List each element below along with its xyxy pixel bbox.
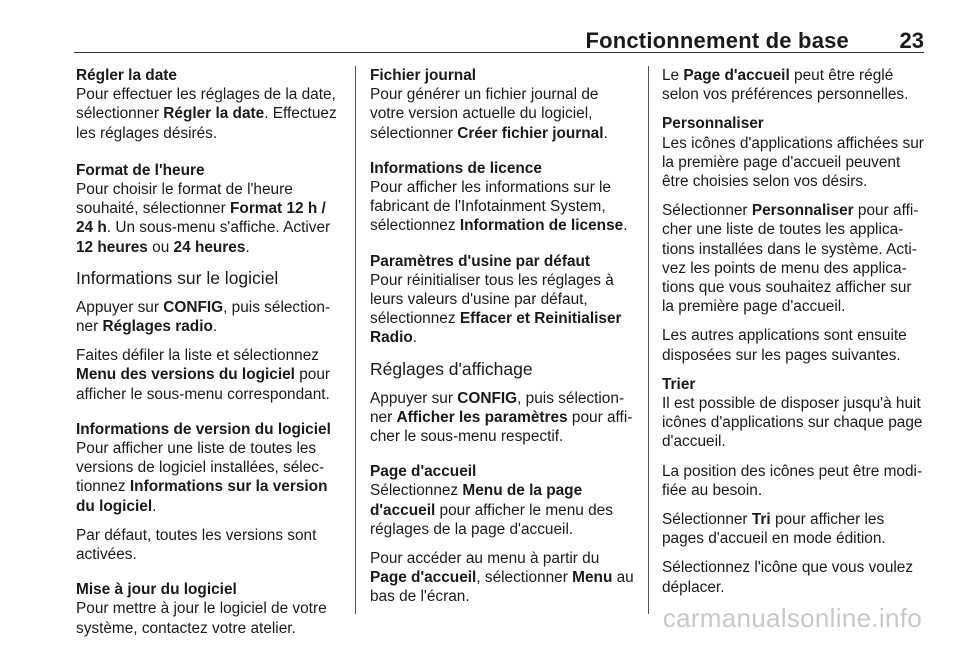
paragraph (370, 159, 636, 236)
body-text: au bas de l'écran. (370, 569, 634, 606)
paragraph: Sélectionnez l'icône que vous voulez déplacer. (662, 559, 914, 596)
paragraph (662, 66, 926, 104)
menu-term: Menu des versions du logiciel (76, 366, 295, 384)
body-text: , puis sélectionner (76, 298, 331, 336)
body-text: Sélectionner (662, 202, 752, 220)
paragraph (76, 420, 343, 516)
paragraph (662, 375, 926, 452)
menu-term: Effacer et Reinitialiser Radio (370, 310, 622, 347)
menu-term: Créer fichier journal (457, 124, 604, 142)
body-text: Les icônes d'applications affichées sur la première page d'accueil peuvent être choisies selon vos désirs. (662, 134, 924, 191)
body-text: . (245, 238, 250, 256)
body-text: Faites défiler la liste et sélectionnez (76, 347, 319, 365)
body-text: pour afficher le sous-menu respectif. (370, 408, 633, 446)
menu-term: CONFIG (163, 298, 224, 316)
menu-term: Menu de la page d'accueil (370, 482, 583, 519)
body-text: , sélectionner (476, 569, 573, 587)
body-text: Le (662, 67, 684, 84)
body-text: Pour générer un fichier journal de votre version actuelle du logiciel, sélectionner (370, 86, 599, 142)
page-header-title: Fonctionnement de base (585, 28, 849, 53)
body-text: Il est possible de disposer jusqu'à huit icônes d'applications sur chaque page d'accueil. (662, 395, 923, 451)
paragraph (662, 201, 926, 316)
paragraph (370, 252, 636, 348)
menu-term: Information de license (459, 217, 624, 235)
body-text: ou (147, 238, 174, 256)
paragraph: La position des icônes peut être modifiée au besoin. (662, 462, 923, 499)
paragraph (76, 346, 343, 404)
menu-term: Afficher les paramètres (396, 408, 568, 426)
paragraph (76, 580, 343, 638)
body-text: Pour afficher les informations sur le fabricant de l'Infotainment System, sélectionnez (370, 179, 611, 235)
column-divider (648, 66, 649, 614)
menu-term: Page d'accueil (683, 67, 790, 84)
body-text: Pour accéder au menu à partir du (370, 550, 600, 568)
paragraph (662, 510, 926, 548)
subheading: Page d'accueil (370, 463, 477, 481)
paragraph (370, 66, 636, 143)
body-text: . (212, 318, 218, 336)
paragraph (76, 66, 343, 143)
paragraph (370, 462, 636, 539)
subheading: Informations de version du logiciel (76, 420, 331, 438)
menu-term: Format 12 h / 24 h (76, 200, 326, 237)
paragraph (662, 114, 926, 191)
body-text: Sélectionner (662, 511, 752, 529)
menu-term: Menu (572, 569, 613, 587)
body-text: . (623, 217, 628, 235)
paragraph: Par défaut, toutes les versions sont activées. (76, 526, 317, 564)
paragraph: Les autres applications sont ensuite disposées sur les pages suivantes. (662, 327, 907, 364)
header-rule (74, 52, 924, 53)
body-text: pour afficher le sous-menu correspondant. (76, 366, 331, 403)
body-text: pour afficher les pages d'accueil en mode édition. (662, 511, 886, 548)
menu-term: Personnaliser (751, 202, 854, 220)
section-heading: Réglages d'affichage (370, 358, 533, 379)
body-text: . (412, 329, 418, 347)
body-text: Pour choisir le format de l'heure souhaité, sélectionner (76, 181, 293, 218)
subheading: Régler la date (76, 67, 177, 84)
body-text: pour afficher le menu des réglages de la page d'accueil. (370, 501, 613, 538)
subheading: Paramètres d'usine par défaut (370, 252, 591, 270)
body-text: . (603, 124, 608, 142)
body-text: . (152, 497, 157, 515)
body-text: Sélectionnez (370, 482, 463, 500)
paragraph (370, 549, 636, 607)
page-number: 23 (899, 28, 924, 53)
body-text: Pour afficher une liste de toutes les versions de logiciel installées, sélectionnez (76, 440, 325, 496)
menu-term: 12 heures (76, 238, 148, 256)
subheading: Mise à jour du logiciel (76, 581, 237, 599)
body-text: Pour réinitialiser tous les réglages à leurs valeurs d'usine par défaut, sélectionnez (370, 271, 614, 328)
subheading: Trier (662, 375, 696, 393)
body-text: . Effectuez les réglages désirés. (76, 105, 337, 142)
menu-term: Réglages radio (102, 318, 213, 336)
column-right (662, 66, 926, 607)
menu-term: Informations sur la version du logiciel (76, 478, 328, 515)
menu-term: 24 heures (173, 238, 246, 256)
watermark: carmanualsonline.info (662, 603, 922, 633)
subheading: Fichier journal (370, 67, 477, 84)
body-text: Appuyer sur (370, 389, 458, 407)
subheading: Informations de licence (370, 159, 542, 177)
menu-term: CONFIG (457, 389, 518, 407)
paragraph (76, 298, 343, 336)
body-text: Appuyer sur (76, 298, 164, 316)
body-text: . Un sous-menu s'affiche. Activer (106, 219, 331, 237)
menu-term: Tri (751, 511, 771, 529)
section-heading: Informations sur le logiciel (76, 267, 279, 288)
column-left (76, 66, 343, 648)
column-middle (370, 66, 636, 617)
body-text: peut être réglé selon vos préférences personnelles. (662, 67, 909, 104)
subheading: Format de l'heure (76, 161, 205, 179)
menu-term: Page d'accueil (370, 569, 477, 587)
paragraph (370, 389, 636, 447)
body-text: Pour mettre à jour le logiciel de votre système, contactez votre atelier. (76, 600, 327, 637)
column-divider (355, 66, 356, 614)
body-text: pour afficher une liste de toutes les applications installées dans le système. Activez les points de menu des applications que vous souhaitez afficher sur la première page d'accueil. (662, 202, 919, 316)
paragraph (76, 161, 343, 257)
menu-term: Régler la date (163, 105, 265, 123)
body-text: Pour effectuer les réglages de la date, sélectionner (76, 86, 336, 123)
subheading: Personnaliser (662, 115, 764, 133)
body-text: , puis sélectionner (370, 389, 625, 426)
